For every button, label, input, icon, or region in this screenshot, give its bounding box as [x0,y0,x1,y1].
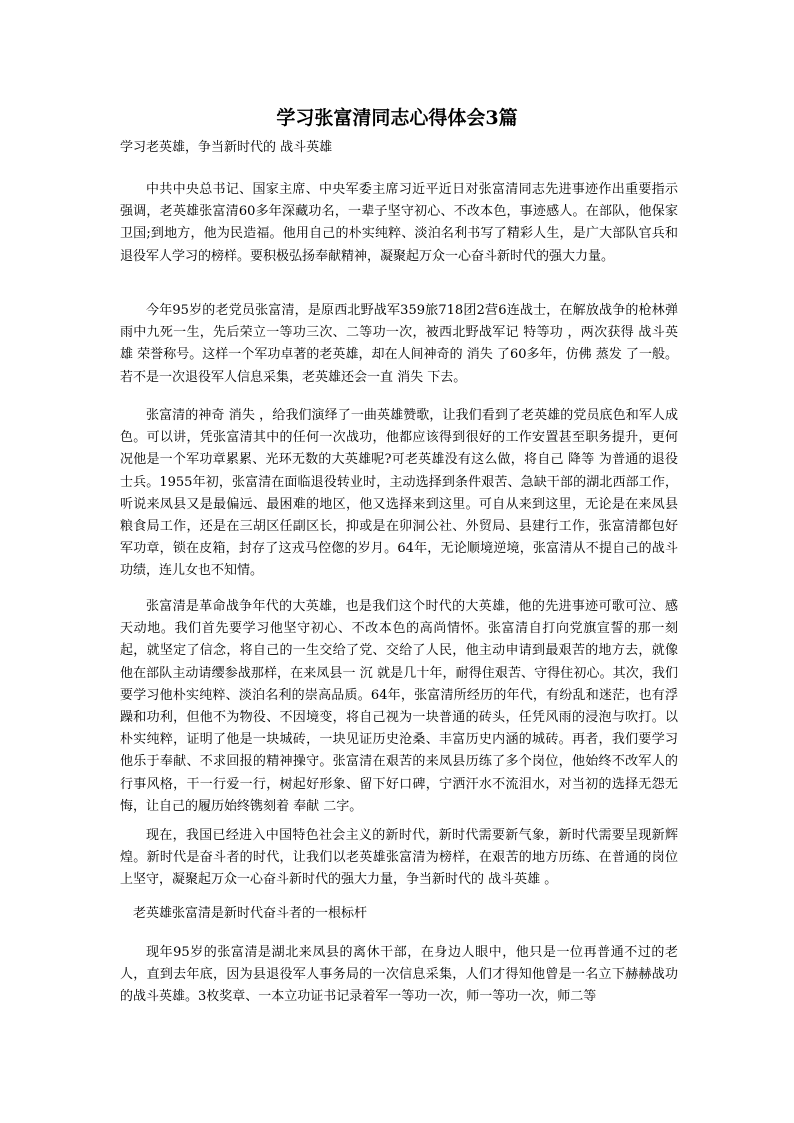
paragraph-2: 今年95岁的老党员张富清，是原西北野战军359旅718团2营6连战士，在解放战争的枪林弹雨中九死一生，先后荣立一等功三次、二等功一次，被西北野战军记 特等功 ，两次获得 战斗英雄 荣誉称号。这样一个军功卓著的老英雄，却在人间神奇的 消失 了60多年，仿佛 蒸发 了一般。若不是一次退役军人信息采集，老英雄还会一直 消失 下去。 [120,303,678,385]
paragraph-6: 现年95岁的张富清是湖北来凤县的离休干部，在身边人眼中，他只是一位再普通不过的老人，直到去年底，因为县退役军人事务局的一次信息采集，人们才得知他曾是一名立下赫赫战功的战斗英雄。3枚奖章、一本立功证书记录着军一等功一次，师一等功一次，师二等 [120,945,678,1005]
paragraph-1: 中共中央总书记、国家主席、中央军委主席习近平近日对张富清同志先进事迹作出重要指示强调，老英雄张富清60多年深藏功名，一辈子坚守初心、不改本色，事迹感人。在部队，他保家卫国;到地方，他为民造福。他用自己的朴实纯粹、淡泊名利书写了精彩人生，是广大部队官兵和退役军人学习的榜样。要积极弘扬奉献精神，凝聚起万众一心奋斗新时代的强大力量。 [120,182,678,264]
document-title: 学习张富清同志心得体会3篇 [276,107,518,129]
paragraph-5: 现在，我国已经进入中国特色社会主义的新时代，新时代需要新气象，新时代需要呈现新辉煌。新时代是奋斗者的时代，让我们以老英雄张富清为榜样，在艰苦的地方历练、在普通的岗位上坚守，凝聚起万众一心奋斗新时代的强大力量，争当新时代的 战斗英雄 。 [120,828,678,888]
paragraph-3: 张富清的神奇 消失 ，给我们演绎了一曲英雄赞歌，让我们看到了老英雄的党员底色和军人成色。可以讲，凭张富清其中的任何一次战功，他都应该得到很好的工作安置甚至职务提升，更何况他是一个军功章累累、光环无数的大英雄呢?可老英雄没有这么做，将自己 降等 为普通的退役士兵。1955年初，张富清在面临退役转业时，主动选择到条件艰苦、急缺干部的湖北西部工作，听说来凤县又是最偏远、最困难的地区，他又选择来到这里。可自从来到这里，无论是在来凤县粮食局工作，还是在三胡区任副区长，抑或是在卯洞公社、外贸局、县建行工作，张富清都包好军功章，锁在皮箱，封存了这戎马倥偬的岁月。64年，无论顺境逆境，张富清从不提自己的战斗功绩，连儿女也不知情。 [120,408,678,579]
section-heading: 老英雄张富清是新时代奋斗者的一根标杆 [133,906,368,921]
document-subtitle: 学习老英雄，争当新时代的 战斗英雄 [120,140,333,155]
paragraph-4: 张富清是革命战争年代的大英雄，也是我们这个时代的大英雄，他的先进事迹可歌可泣、感天动地。我们首先要学习他坚守初心、不改本色的高尚情怀。张富清自打向党旗宣誓的那一刻起，就坚定了信念，将自己的一生交给了党、交给了人民，他主动申请到最艰苦的地方去，就像他在部队主动请缨参战那样，在来凤县一 沉 就是几十年，耐得住艰苦、守得住初心。其次，我们要学习他朴实纯粹、淡泊名利的崇高品质。64年，张富清所经历的年代，有纷乱和迷茫，也有浮躁和功利，但他不为物役、不因境变，将自己视为一块普通的砖头，任凭风雨的浸泡与吹打。以朴实纯粹，证明了他是一块城砖，一块见证历史沧桑、丰富历史内涵的城砖。再者，我们要学习他乐于奉献、不求回报的精神操守。张富清在艰苦的来凤县历练了多个岗位，他始终不改军人的行事风格，干一行爱一行，树起好形象、留下好口碑，宁洒汗水不流泪水，对当初的选择无怨无悔，让自己的履历始终镌刻着 奉献 二字。 [120,599,678,814]
